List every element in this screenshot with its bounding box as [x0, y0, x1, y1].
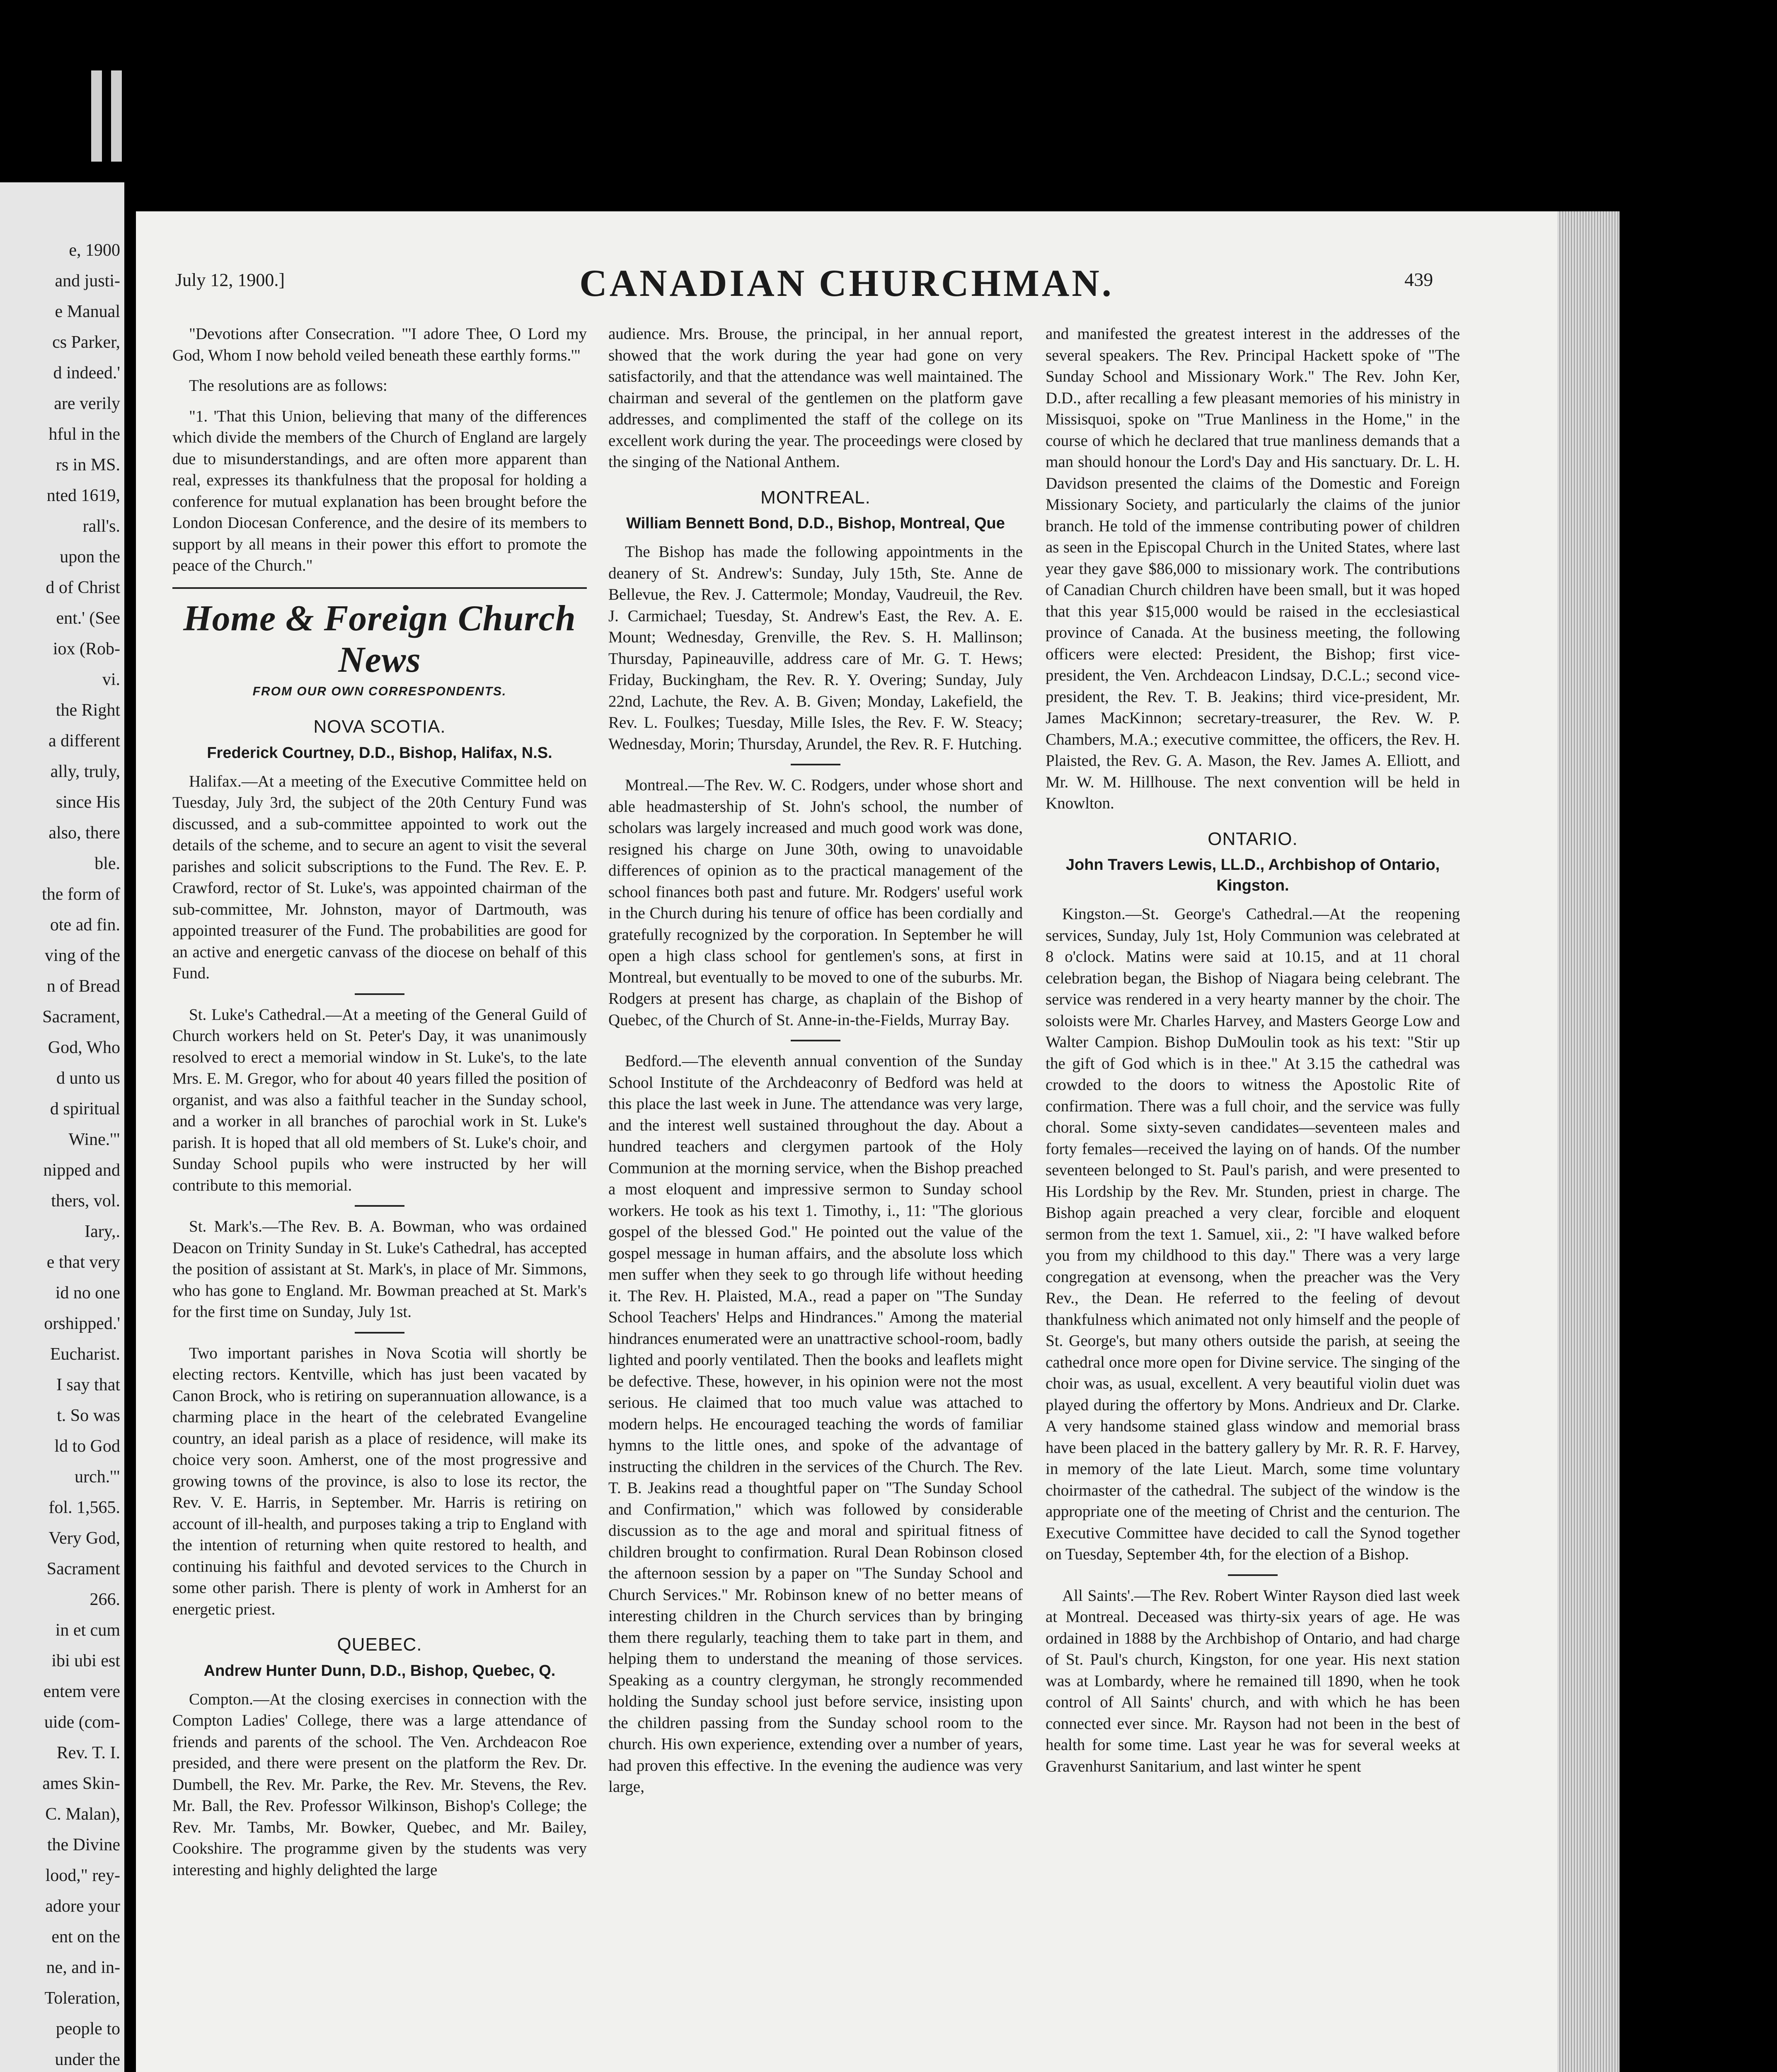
page-edge-stack: [1557, 211, 1620, 2072]
fragment-line: ne, and in-: [46, 1958, 120, 1977]
body-paragraph: Two important parishes in Nova Scotia will shortly be electing rectors. Kentville, which has just been vacated by Canon Brock, who is retiring on superannuation allowance, is a charming place in the heart of the celebrated Evangeline country, an ideal parish as a place of residence, will make its choice very soon. Amherst, one of the most progressive and growing towns of the province, is also to lose its rector, the Rev. V. E. Harris, in September. Mr. Harris is retiring on account of ill-health, and purposes taking a trip to England with the intention of returning when quite restored to health, and continuing his faithful and devoted services to the Church in some other parish. There is plenty of work in Amherst for an energetic priest.: [172, 1344, 587, 1618]
fragment-line: ble.: [94, 854, 120, 873]
column-3: [1046, 323, 1460, 1786]
fragment-line: d indeed.': [53, 363, 120, 382]
fragment-line: ibi ubi est: [51, 1651, 120, 1670]
fragment-line: iox (Rob-: [53, 639, 120, 658]
fragment-line: Very God,: [48, 1529, 120, 1548]
fragment-line: ent on the: [51, 1927, 120, 1946]
fragment-line: rs in MS.: [56, 455, 120, 474]
fragment-line: entem vere: [43, 1682, 120, 1701]
fragment-line: ld to God: [54, 1437, 120, 1456]
fragment-line: e, 1900: [69, 241, 120, 260]
fragment-line: lood," rey-: [45, 1866, 120, 1885]
fragment-line: the form of: [42, 885, 120, 904]
fragment-line: e Manual: [55, 302, 120, 321]
fragment-line: are verily: [54, 394, 120, 413]
fragment-line: Sacrament: [46, 1559, 120, 1578]
section-heading: ONTARIO.: [1208, 828, 1298, 849]
fragment-line: ving of the: [45, 946, 120, 965]
page-header: [136, 261, 1557, 311]
body-paragraph: The resolutions are as follows:: [189, 377, 387, 395]
section-heading: NOVA SCOTIA.: [313, 716, 446, 737]
fragment-line: orshipped.': [44, 1314, 120, 1333]
divider: [355, 1205, 404, 1207]
fragment-line: nted 1619,: [46, 486, 120, 505]
previous-page-fragment: [0, 182, 124, 2072]
body-paragraph: "Devotions after Consecration. "'I adore Thee, O Lord my God, Whom I now behold veiled beneath these earthly forms.'": [172, 325, 587, 364]
divider: [1228, 1574, 1278, 1576]
fragment-line: Rev. T. I.: [56, 1743, 120, 1762]
body-paragraph: St. Luke's Cathedral.—At a meeting of the General Guild of Church workers held on St. Peter's Day, it was unanimously resolved to erect a memorial window in St. Luke's, to the late Mrs. E. M. Gregor, who for about 40 years filled the position of organist, and was also a faithful teacher in the Sunday school, and a worker in all branches of parochial work in St. Luke's parish. It is hoped that all old members of St. Luke's choir, and Sunday School pupils who were instructed by her will contribute to this memorial.: [172, 1005, 587, 1194]
fragment-line: ames Skin-: [42, 1774, 120, 1793]
fragment-line: rall's.: [82, 517, 120, 536]
body-paragraph: audience. Mrs. Brouse, the principal, in her annual report, showed that the work during the year had gone on very satisfactorily, and that the attendance was well maintained. The chairman and several of the gentlemen on the platform gave addresses, and complimented the staff of the college on its excellent work during the year. The proceedings were closed by the singing of the National Anthem.: [608, 325, 1023, 471]
fragment-line: people to: [56, 2019, 120, 2038]
body-paragraph: Kingston.—St. George's Cathedral.—At the reopening services, Sunday, July 1st, Holy Communion was celebrated at 8 o'clock. Matins were said at 10.15, and at 11 choral celebration began, the Bishop of Niagara being celebrant. The service was rendered in a very hearty manner by the choir. The soloists were Mr. Charles Harvey, and Masters George Low and Walter Campion. Bishop DuMoulin took as his text: "Stir up the gift of God which is in thee." At 3.15 the cathedral was crowded to the doors to witness the Apostolic Rite of confirmation. There was a full choir, and the service was fully choral. Some sixty-seven candidates—seventeen males and forty females—received the laying on of hands. Of the number seventeen belonged to St. Paul's parish, and were presented to His Lordship by the Rev. Mr. Stunden, priest in charge. The Bishop again preached a very clear, forcible and eloquent sermon from the text 1. Samuel, xii., 2: "I have walked before you from my childhood to this day." There was a very large congregation at evensong, when the preacher was the Very Rev., the Dean. He referred to the feeling of devout thankfulness which animated not only himself and the people of St. George's, but many others outside the parish, at seeing the cathedral once more open for Divine service. The singing of the choir was, as usual, excellent. A very beautiful violin duet was played during the offertory by Mons. Andrieux and Dr. Clarke. A very handsome stained glass window and memorial brass have been placed in the battery gallery by Mr. R. R. F. Harvey, in memory of the late Lieut. March, some time voluntary choirmaster of the cathedral. The subject of the window is the appropriate one of the meeting of Christ and the centurion. The Executive Committee have decided to call the Synod together on Tuesday, September 4th, for the election of a Bishop.: [1046, 905, 1460, 1563]
fragment-line: the Divine: [47, 1835, 120, 1854]
fragment-line: Iary,.: [85, 1222, 120, 1241]
fragment-line: Toleration,: [44, 1989, 120, 2008]
film-mark: [111, 70, 122, 162]
news-subheading: FROM OUR OWN CORRESPONDENTS.: [252, 684, 507, 698]
fragment-line: uide (com-: [44, 1713, 120, 1732]
fragment-line: a different: [48, 731, 120, 750]
fragment-line: Wine.'": [68, 1130, 120, 1149]
page-number: 439: [1404, 269, 1433, 290]
fragment-line: e that very: [46, 1253, 120, 1272]
fragment-line: 266.: [90, 1590, 120, 1609]
column-2: [608, 323, 1023, 1807]
fragment-line: urch.'": [75, 1467, 120, 1486]
fragment-line: ally, truly,: [50, 762, 120, 781]
masthead-title: CANADIAN CHURCHMAN.: [579, 262, 1114, 304]
film-mark: [91, 70, 102, 162]
fragment-line: ote ad fin.: [50, 915, 120, 934]
divider: [791, 1040, 840, 1041]
fragment-line: ent.' (See: [56, 609, 120, 628]
fragment-line: under the: [55, 2050, 120, 2069]
fragment-line: also, there: [48, 823, 120, 842]
fragment-line: id no one: [55, 1283, 120, 1302]
fragment-line: Sacrament,: [42, 1007, 120, 1026]
fragment-line: t. So was: [57, 1406, 120, 1425]
bishop-line: John Travers Lewis, LL.D., Archbishop of Ontario, Kingston.: [1065, 856, 1440, 894]
body-paragraph: The Bishop has made the following appointments in the deanery of St. Andrew's: Sunday, July 15th, Ste. Anne de Bellevue, the Rev. J. Cattermole; Monday, Vaudreuil, the Rev. J. Carmichael; Tuesday, St. Andrew's East, the Rev. A. E. Mount; Wednesday, Grenville, the Rev. S. H. Mallinson; Thursday, Papineauville, address care of Mr. G. T. Hews; Friday, Buckingham, the Rev. R. Y. Overing; Sunday, July 22nd, Lachute, the Rev. A. B. Given; Monday, Lakefield, the Rev. L. Foulkes; Tuesday, Mille Isles, the Rev. F. W. Steacy; Wednesday, Morin; Thursday, Arundel, the Rev. R. F. Hutching.: [608, 543, 1023, 753]
fragment-line: hful in the: [48, 425, 120, 444]
divider: [172, 587, 587, 589]
body-paragraph: Montreal.—The Rev. W. C. Rodgers, under whose short and able headmastership of St. John's school, the number of scholars was largely increased and much good work was done, resigned his charge on June 30th, owing to unavoidable differences of opinion as to the practical management of the school finances both past and future. Mr. Rodgers' useful work in the Church during his tenure of office has been cordially and gratefully recognized by the corporation. In September he will open a high class school for gentlemen's sons, at first in Montreal, but eventually to be moved to one of the suburbs. Mr. Rodgers at present has charge, as chaplain of the Bishop of Quebec, of the Church of St. Anne-in-the-Fields, Murray Bay.: [608, 776, 1023, 1029]
fragment-line: Eucharist.: [50, 1345, 120, 1364]
divider: [355, 1332, 404, 1334]
divider: [355, 993, 404, 995]
body-paragraph: and manifested the greatest interest in the addresses of the several speakers. The Rev. Principal Hackett spoke of "The Sunday School and Missionary Work." The Rev. John Ker, D.D., after recalling a few pleasant memories of his ministry in Missisquoi, spoke on "True Manliness in the Home," in the course of which he declared that true manliness demands that a man should honour the Lord's Day and His sanctuary. Dr. L. H. Davidson presented the claims of the Domestic and Foreign Missionary Society, and particularly the claims of the junior branch. He told of the immense contributing power of children as seen in the Episcopal Church in the United States, where last year they gave $86,000 to missionary work. The contributions of Canadian Church children have been small, but it was hoped that this year $15,000 would be raised in the ecclesiastical province of Canada. At the business meeting, the following officers were elected: President, the Bishop; first vice-president, the Ven. Archdeacon Lindsay, D.C.L.; second vice-president, the Rev. T. B. Jeakins; third vice-president, Mr. James MacKinnon; secretary-treasurer, the Rev. W. P. Chambers, M.A.; executive committee, the officers, the Rev. H. Plaisted, the Rev. G. A. Mason, the Rev. James A. Elliott, and Mr. W. M. Hillhouse. The next convention will be held in Knowlton.: [1046, 325, 1460, 812]
fragment-line: vi.: [102, 670, 120, 689]
news-heading: Home & Foreign Church News: [183, 598, 576, 680]
fragment-line: the Right: [56, 701, 120, 720]
fragment-line: adore your: [45, 1897, 120, 1916]
fragment-line: in et cum: [55, 1621, 120, 1640]
fragment-line: fol. 1,565.: [48, 1498, 120, 1517]
fragment-line: I say that: [56, 1375, 120, 1394]
fragment-line: C. Malan),: [45, 1805, 120, 1824]
body-paragraph: Bedford.—The eleventh annual convention of the Sunday School Institute of the Archdeaconry of Bedford was held at this place the last week in June. The attendance was very large, and the interest well sustained throughout the day. About a hundred teachers and clergymen partook of the Holy Communion at the morning service, when the Bishop preached a most eloquent and impressive sermon to Sunday school workers. He took as his text 1. Timothy, i., 11: "The glorious gospel of the blessed God." He pointed out the value of the gospel message in human affairs, and the absolute loss which men suffer when they seek to go through life without heeding it. The Rev. H. Plaisted, M.A., read a paper on "The Sunday School Teachers' Helps and Hindrances." Among the material hindrances enumerated were an unattractive school-room, badly lighted and poorly ventilated. Then the books and leaflets might be defective. These, however, in his opinion were not the most serious. He claimed that too much value was attached to modern helps. He encouraged teaching the words of familiar hymns to the little ones, and spoke of the advantage of instructing the children in the services of the Church. The Rev. T. B. Jeakins read a thoughtful paper on "The Sunday School and Confirmation," which was followed by considerable discussion as to the age and moral and spiritual fitness of children brought to confirmation. Rural Dean Robinson closed the afternoon session by a paper on "The Sunday School and Church Services." Mr. Robinson knew of no better means of interesting children in the Church services than by bringing them there regularly, teaching them to take part in them, and helping them to understand the meaning of those services. Speaking as a country clergyman, he strongly recommended holding the Sunday school just before service, insisting upon the children passing from the Sunday school room to the church. His own experience, extending over a number of years, had proven this effective. In the evening the audience was very large,: [608, 1052, 1023, 1796]
fragment-line: God, Who: [48, 1038, 120, 1057]
body-paragraph: "1. 'That this Union, believing that many of the differences which divide the members of the Church of England are largely due to misunderstandings, and are often more apparent than real, expresses its thankfulness that the proposal for holding a conference for mutual explanation has been brought before the London Diocesan Conference, and the desire of its members to support by all means in their power this effort to promote the peace of the Church.": [172, 407, 587, 574]
fragment-line: thers, vol.: [51, 1191, 120, 1210]
bishop-line: Frederick Courtney, D.D., Bishop, Halifax, N.S.: [207, 744, 552, 762]
fragment-line: d of Christ: [46, 578, 120, 597]
fragment-line: cs Parker,: [52, 333, 120, 352]
body-paragraph: Halifax.—At a meeting of the Executive Committee held on Tuesday, July 3rd, the subject of the 20th Century Fund was discussed, and a sub-committee appointed to work out the details of the scheme, and to secure an agent to visit the several parishes and solicit subscriptions to the Fund. The Rev. E. P. Crawford, rector of St. Luke's, was appointed chairman of the sub-committee, Mr. Johnston, mayor of Dartmouth, was appointed treasurer of the Fund. The probabilities are good for an active and energetic canvass of the diocese on behalf of this Fund.: [172, 772, 587, 982]
fragment-line: upon the: [60, 547, 120, 566]
body-paragraph: All Saints'.—The Rev. Robert Winter Rayson died last week at Montreal. Deceased was thirty-six years of age. He was ordained in 1888 by the Archbishop of Ontario, and had charge of St. Paul's church, Kingston, for one year. His next station was at Lombardy, where he remained till 1890, when he took control of All Saints' church, and with which he has been connected ever since. Mr. Rayson had not been in the best of health for some time. Last year he was for several weeks at Gravenhurst Sanitarium, and last winter he spent: [1046, 1586, 1460, 1775]
column-1: [172, 323, 587, 1890]
body-paragraph: Compton.—At the closing exercises in connection with the Compton Ladies' College, there was a large attendance of friends and parents of the school. The Ven. Archdeacon Roe presided, and there were present on the platform the Rev. Dr. Dumbell, the Rev. Mr. Parke, the Rev. Mr. Stevens, the Rev. Mr. Ball, the Rev. Professor Wilkinson, Bishop's College; the Rev. Mr. Tambs, Mr. Bowker, Quebec, and Mr. Bailey, Cookshire. The programme given by the students was very interesting and highly delighted the large: [172, 1690, 587, 1879]
fragment-line: n of Bread: [46, 977, 120, 996]
fragment-line: and justi-: [55, 271, 120, 290]
divider: [791, 764, 840, 765]
fragment-line: d unto us: [56, 1069, 120, 1088]
body-paragraph: St. Mark's.—The Rev. B. A. Bowman, who was ordained Deacon on Trinity Sunday in St. Luke's Cathedral, has accepted the position of assistant at St. Mark's, in place of Mr. Simmons, who has gone to England. Mr. Bowman preached at St. Mark's for the first time on Sunday, July 1st.: [172, 1218, 587, 1321]
bishop-line: William Bennett Bond, D.D., Bishop, Montreal, Que: [626, 515, 1005, 532]
section-heading: MONTREAL.: [760, 487, 871, 508]
bishop-line: Andrew Hunter Dunn, D.D., Bishop, Quebec, Q.: [203, 1662, 556, 1680]
section-heading: QUEBEC.: [337, 1634, 422, 1655]
fragment-line: d spiritual: [50, 1099, 120, 1118]
fragment-line: nipped and: [43, 1161, 120, 1180]
newspaper-page: [136, 211, 1557, 2072]
fragment-line: since His: [56, 793, 120, 812]
issue-date: July 12, 1900.]: [175, 270, 285, 290]
